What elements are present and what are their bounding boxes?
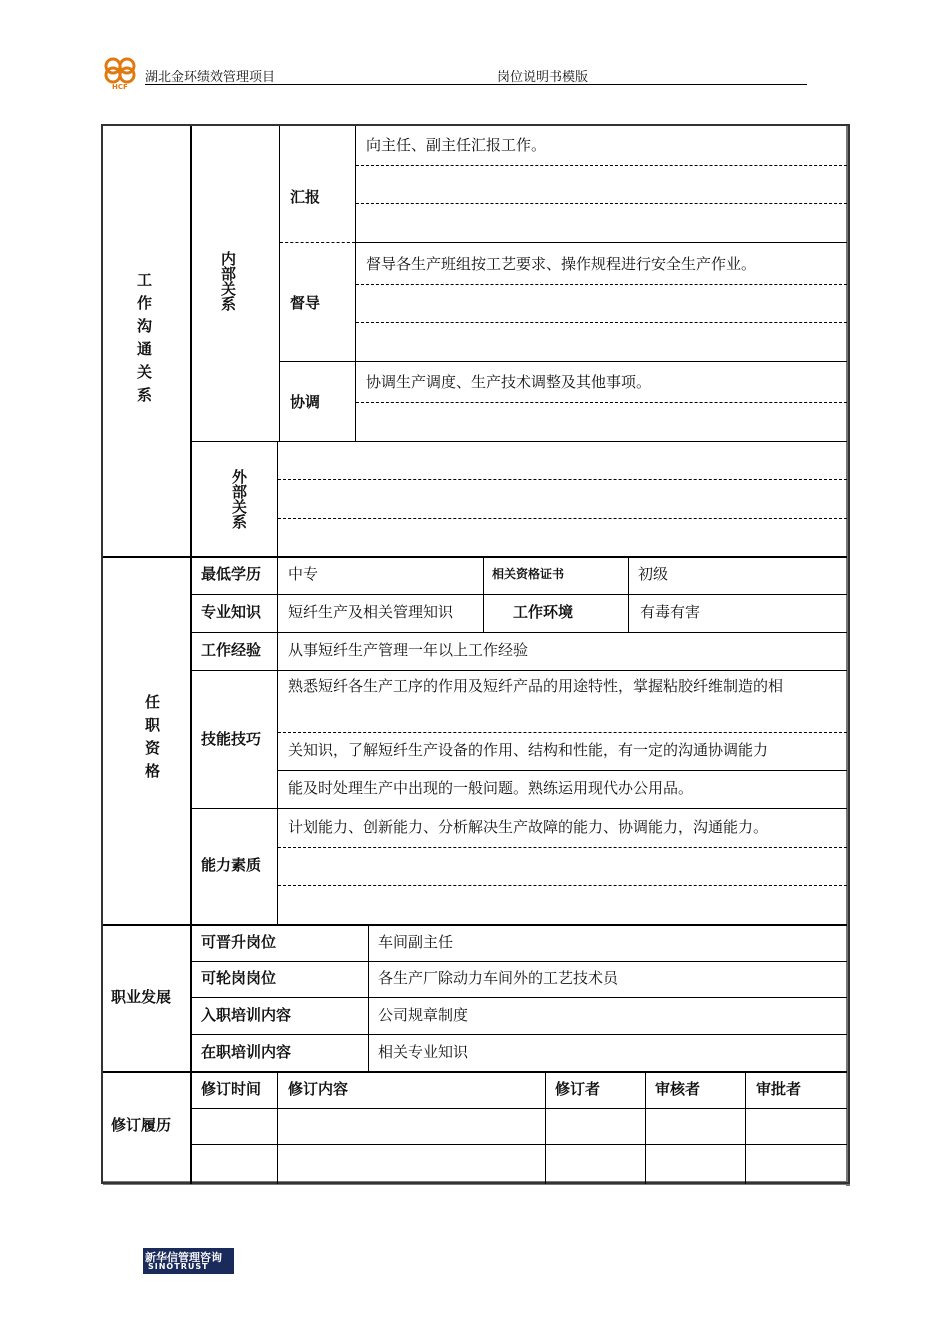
page-header — [0, 0, 950, 100]
row-divider-skill — [191, 808, 847, 809]
induction-training-label: 入职培训内容 — [201, 1006, 292, 1024]
communication-section-label: 工作沟通关系 — [135, 272, 153, 410]
report-text: 向主任、副主任汇报工作。 — [366, 136, 547, 154]
environment-label: 工作环境 — [513, 603, 574, 621]
row-divider-induction — [191, 1034, 847, 1035]
dashed-line — [278, 732, 847, 733]
environment-value: 有毒有害 — [640, 603, 701, 621]
col-divider-qual — [277, 557, 278, 924]
knowledge-value: 短纤生产及相关管理知识 — [288, 603, 454, 621]
onjob-training-value: 相关专业知识 — [378, 1043, 469, 1061]
certificate-value: 初级 — [638, 565, 669, 583]
experience-label: 工作经验 — [201, 641, 262, 659]
skill-text-3: 能及时处理生产中出现的一般问题。熟练运用现代办公用品。 — [288, 779, 694, 797]
row-divider-supervise — [280, 361, 847, 362]
report-label: 汇报 — [290, 188, 321, 206]
revision-col-reviser: 修订者 — [555, 1080, 601, 1098]
row-divider-knowledge — [191, 632, 847, 633]
dashed-line — [278, 847, 847, 848]
dashed-line — [356, 402, 847, 403]
revision-col-approver: 审批者 — [756, 1080, 802, 1098]
row-divider-rotate — [191, 997, 847, 998]
footer-logo-cn: 新华信管理咨询 — [145, 1251, 222, 1264]
col-divider-rev4 — [745, 1072, 746, 1184]
revision-col-content: 修订内容 — [288, 1080, 349, 1098]
dashed-line — [278, 885, 847, 886]
dashed-line — [278, 518, 847, 519]
ability-value: 计划能力、创新能力、分析解决生产故障的能力、协调能力，沟通能力。 — [288, 818, 769, 836]
qualification-section-label: 任职资格 — [143, 694, 161, 786]
ability-label: 能力素质 — [201, 856, 262, 874]
header-rule — [145, 84, 807, 85]
row-divider-career — [103, 1071, 847, 1073]
row-divider-exp — [191, 670, 847, 671]
col-divider-rev2 — [545, 1072, 546, 1184]
col-divider-2 — [279, 126, 280, 442]
promotion-value: 车间副主任 — [378, 933, 454, 951]
onjob-training-label: 在职培训内容 — [201, 1043, 292, 1061]
row-divider-promote — [191, 961, 847, 962]
row-divider-rev-header — [191, 1108, 847, 1109]
skill-text-2: 关知识，了解短纤生产设备的作用、结构和性能，有一定的沟通协调能力 — [288, 741, 769, 759]
rotation-value: 各生产厂除动力车间外的工艺技术员 — [378, 969, 619, 987]
career-section-label: 职业发展 — [111, 988, 172, 1006]
education-label: 最低学历 — [201, 565, 262, 583]
col-divider-rev3 — [645, 1072, 646, 1184]
experience-value: 从事短纤生产管理一年以上工作经验 — [288, 641, 529, 659]
footer-logo-en: SINOTRUST — [148, 1262, 209, 1271]
education-value: 中专 — [288, 565, 319, 583]
knowledge-label: 专业知识 — [201, 603, 262, 621]
supervise-text: 督导各生产班组按工艺要求、操作规程进行安全生产作业。 — [366, 255, 757, 273]
skill-label: 技能技巧 — [201, 730, 262, 748]
skill-text-1: 熟悉短纤各生产工序的作用及短纤产品的用途特性，掌握粘胶纤维制造的相 — [288, 677, 784, 695]
revision-col-date: 修订时间 — [201, 1080, 262, 1098]
col-divider-career — [368, 925, 369, 1071]
dashed-line — [356, 203, 847, 204]
company-logo-icon — [100, 55, 140, 91]
revision-section-label: 修订履历 — [111, 1116, 172, 1134]
row-divider-edu — [191, 594, 847, 595]
dashed-line — [278, 479, 847, 480]
row-divider-internal — [191, 441, 847, 442]
coordinate-label: 协调 — [290, 393, 321, 411]
footer-logo — [143, 1248, 234, 1274]
col-divider-1 — [190, 126, 192, 1184]
induction-training-value: 公司规章制度 — [378, 1006, 469, 1024]
dashed-line — [356, 165, 847, 166]
logo-text: HCF — [112, 83, 128, 91]
row-divider-qual — [103, 924, 847, 926]
coordinate-text: 协调生产调度、生产技术调整及其他事项。 — [366, 373, 652, 391]
row-divider-skill-line — [278, 770, 847, 771]
supervise-label: 督导 — [290, 294, 321, 312]
dashed-line — [356, 284, 847, 285]
col-divider-ext — [277, 442, 278, 557]
promotion-label: 可晋升岗位 — [201, 933, 277, 951]
rotation-label: 可轮岗岗位 — [201, 969, 277, 987]
row-divider-rev-1 — [191, 1144, 847, 1145]
certificate-label: 相关资格证书 — [492, 567, 565, 581]
col-divider-rev1 — [277, 1072, 278, 1184]
external-relations-label: 外部关系 — [230, 469, 248, 529]
row-divider-report — [355, 242, 847, 243]
row-divider-report-label — [280, 242, 355, 243]
document-title: 岗位说明书模版 — [497, 70, 589, 85]
internal-relations-label: 内部关系 — [219, 251, 237, 311]
dashed-line — [356, 322, 847, 323]
row-divider-comm — [103, 556, 847, 558]
revision-col-reviewer: 审核者 — [655, 1080, 701, 1098]
project-name: 湖北金环绩效管理项目 — [145, 70, 276, 85]
